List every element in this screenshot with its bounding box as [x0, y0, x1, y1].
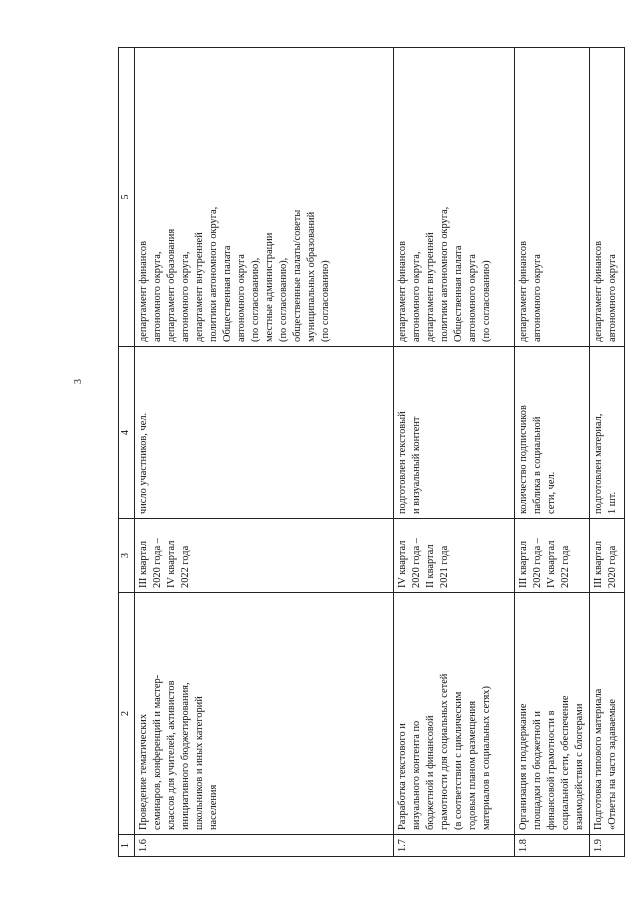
- row-number: 1.6: [135, 835, 394, 857]
- period-cell: IV квартал 2020 года – II квартал 2021 года: [394, 519, 515, 593]
- table-row: [590, 48, 625, 857]
- event-cell: Разработка текстового и визуального контента по бюджетной и финансовой грамотности для социальных сетей (в соответствии с циклическим годовым планом размещения материалов в социальных сетях): [394, 593, 515, 835]
- row-number: 1.7: [394, 835, 515, 857]
- table-header-row: [119, 48, 135, 857]
- executors-cell: департамент финансов автономного округа: [590, 48, 625, 347]
- event-cell: Организация и поддержание площадки по бюджетной и финансовой грамотности в социальной сети, обеспечение взаимодействия с блогерами: [515, 593, 590, 835]
- indicator-cell: подготовлен текстовый и визуальный контент: [394, 347, 515, 519]
- indicator-cell: количество подписчиков паблика в социальной сети, чел.: [515, 347, 590, 519]
- column-header: 4: [119, 347, 135, 519]
- period-cell: III квартал 2020 года – IV квартал 2022 года: [135, 519, 394, 593]
- row-number: 1.9: [590, 835, 625, 857]
- event-cell: Подготовка типового материала «Ответы на часто задаваемые: [590, 593, 625, 835]
- column-header: 2: [119, 593, 135, 835]
- executors-cell: департамент финансов автономного округа: [515, 48, 590, 347]
- indicator-cell: число участников, чел.: [135, 347, 394, 519]
- table-row: [515, 48, 590, 857]
- executors-cell: департамент финансов автономного округа, департамент внутренней политики автономного округа, Общественная палата автономного округа (по согласованию): [394, 48, 515, 347]
- measures-table: [118, 47, 625, 857]
- rotated-table-area: [118, 48, 618, 857]
- column-header: 1: [119, 835, 135, 857]
- column-header: 5: [119, 48, 135, 347]
- table-row: [394, 48, 515, 857]
- period-cell: III квартал 2020 года: [590, 519, 625, 593]
- period-cell: III квартал 2020 года – IV квартал 2022 года: [515, 519, 590, 593]
- indicator-cell: подготовлен материал, 1 шт.: [590, 347, 625, 519]
- landscape-frame: [118, 48, 618, 857]
- executors-cell: департамент финансов автономного округа, департамент образования автономного округа, департамент внутренней политики автономного округа, Общественная палата автономного округа (по согласованию), местные администрации (по согласованию), общественные палаты/советы муниципальных образований (по согласованию): [135, 48, 394, 347]
- column-header: 3: [119, 519, 135, 593]
- page-number: 3: [73, 379, 84, 384]
- event-cell: Проведение тематических семинаров, конференций и мастер- классов для учителей, активистов инициативного бюджетирования, школьников и иных категорий населения: [135, 593, 394, 835]
- row-number: 1.8: [515, 835, 590, 857]
- table-row: [135, 48, 394, 857]
